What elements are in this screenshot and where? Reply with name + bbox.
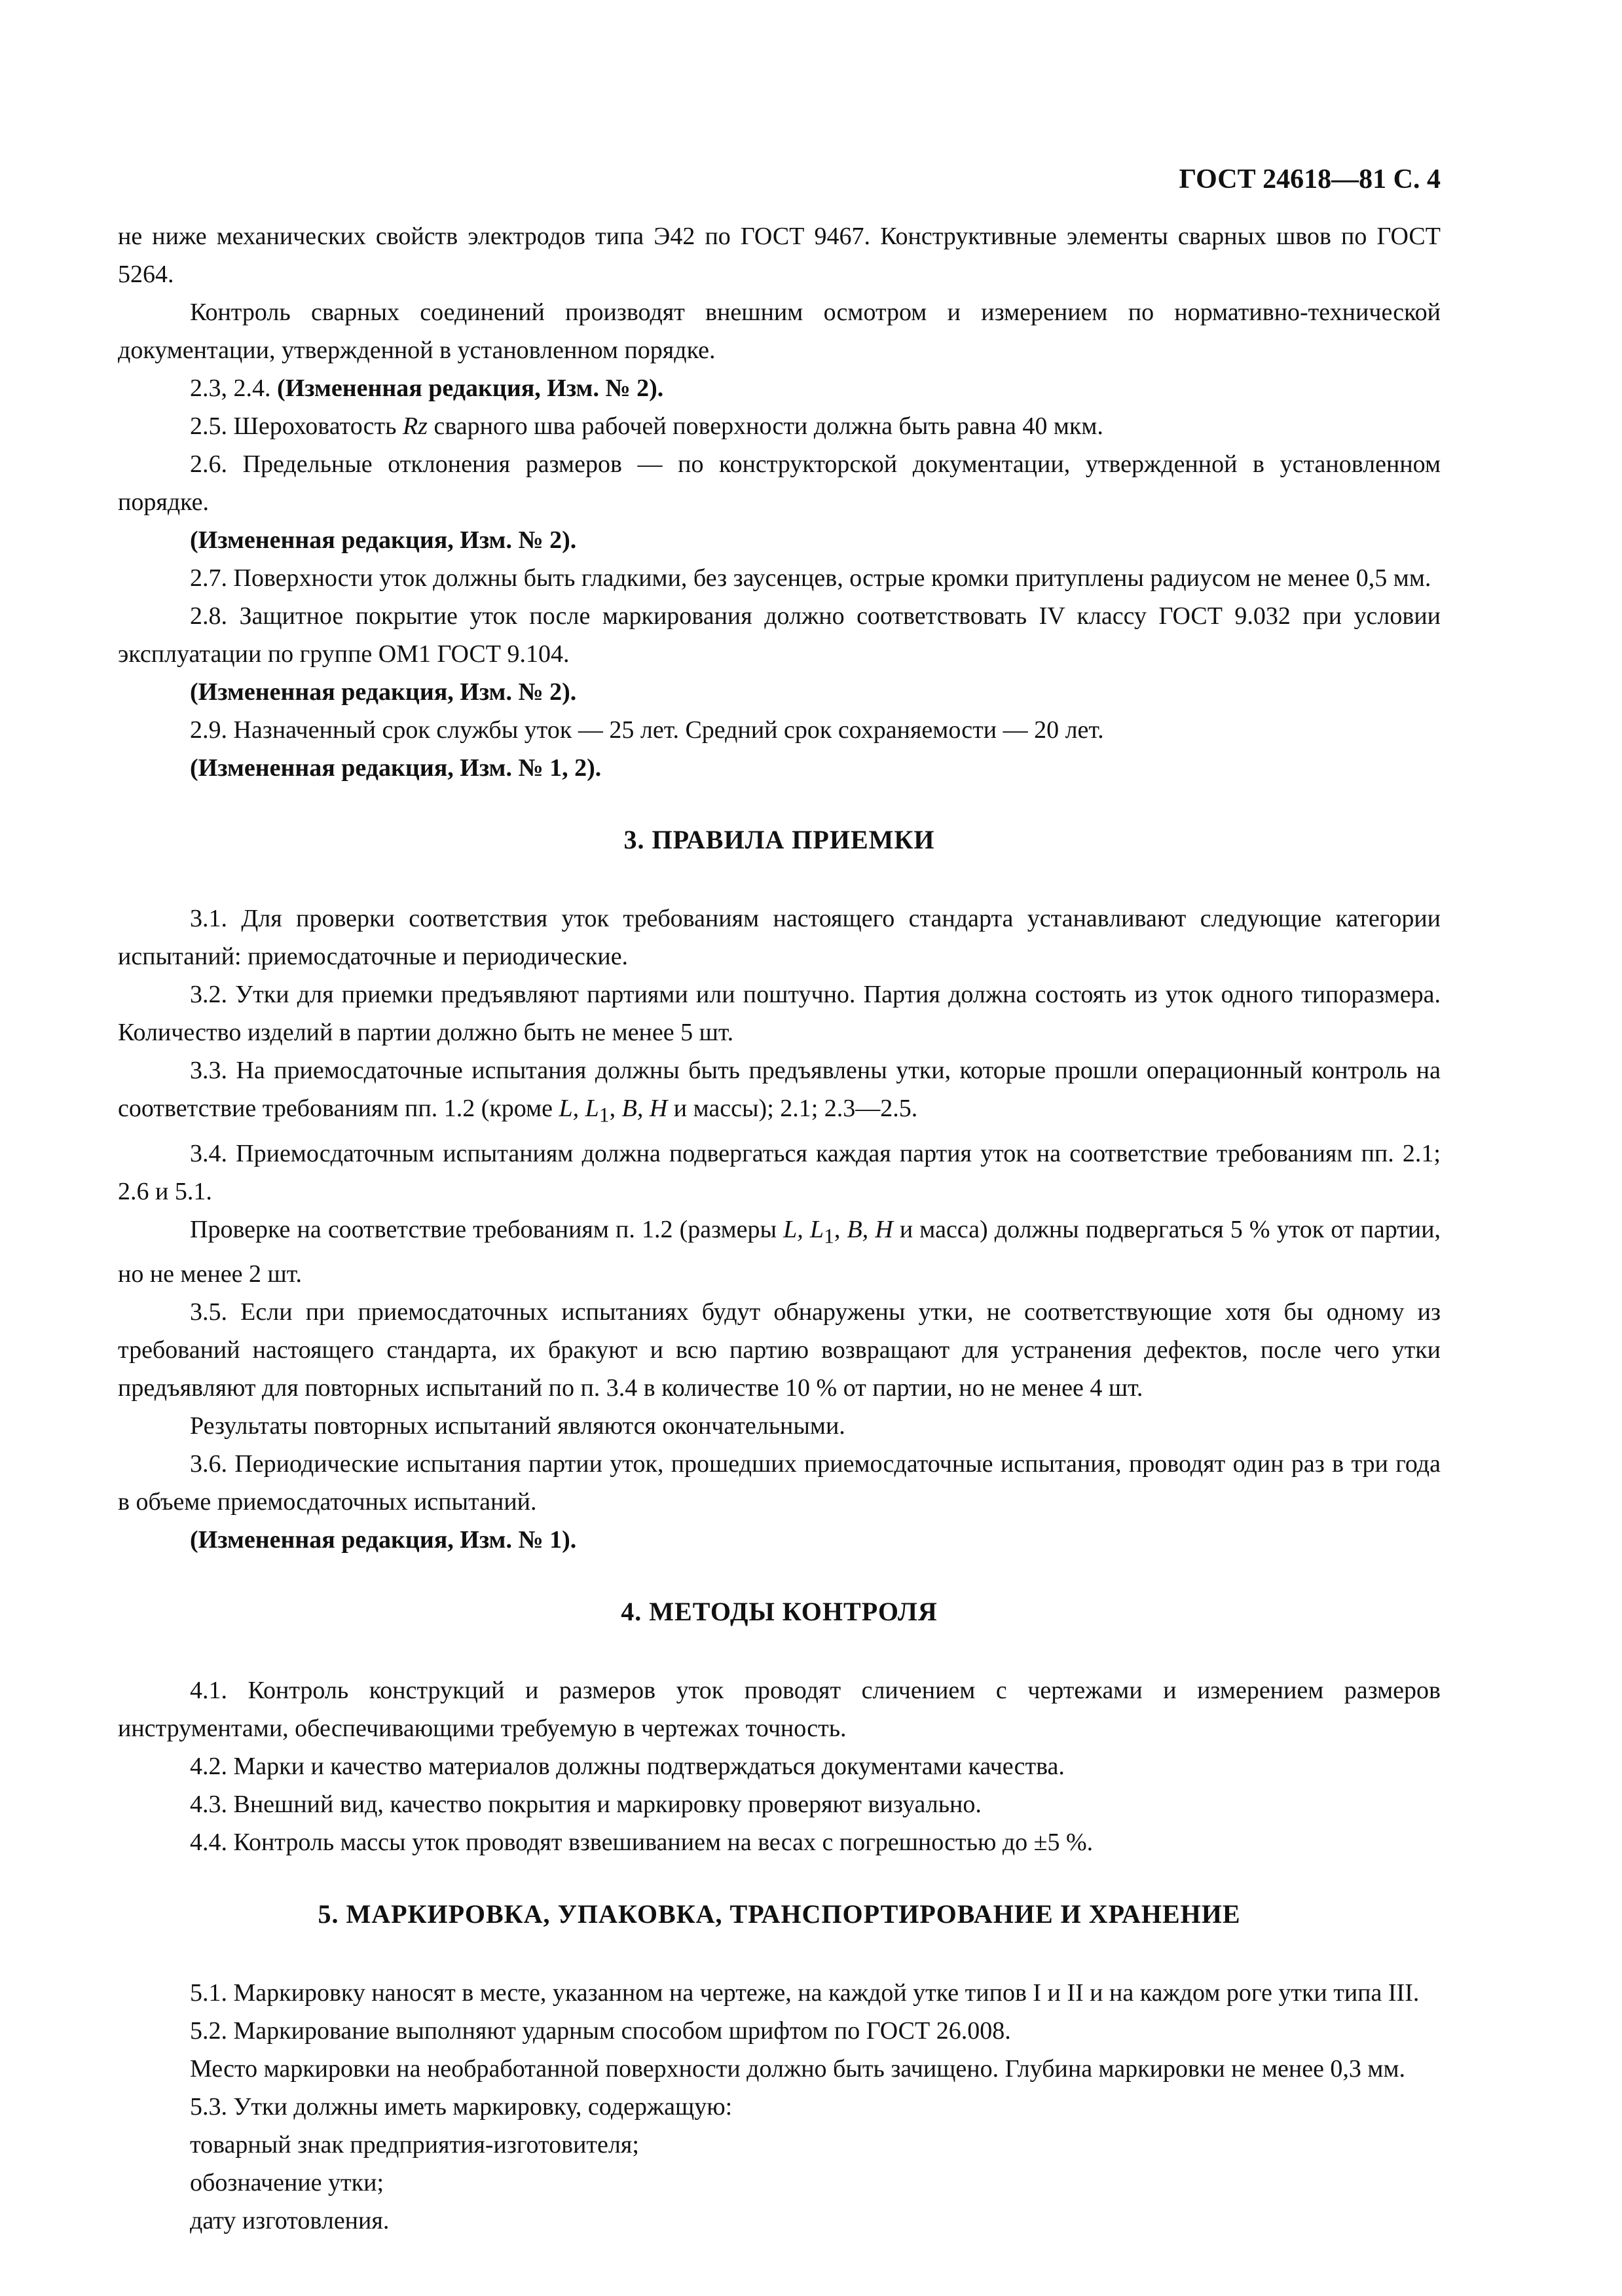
amendment-note: (Измененная редакция, Изм. № 2).: [190, 678, 577, 706]
text-run: и масса) должны подвергаться 5 % уток от партии, но не менее 2 шт.: [118, 1215, 1441, 1288]
list-item: обозначение утки;: [190, 2169, 384, 2197]
paragraph: [118, 1211, 1441, 1294]
paragraph: не ниже механических свойств электродов типа Э42 по ГОСТ 9467. Конструктивные элементы сварных швов по ГОСТ 5264.: [118, 223, 1441, 288]
paragraph: 4.2. Марки и качество материалов должны подтверждаться документами качества.: [190, 1753, 1065, 1781]
var-h: H: [875, 1215, 893, 1243]
separator: ,: [834, 1215, 841, 1243]
separator: ,: [609, 1095, 616, 1122]
var-h: H: [649, 1095, 668, 1122]
var-l1-subscript: 1: [599, 1103, 610, 1127]
paragraph: Место маркировки на необработанной поверхности должно быть зачищено. Глубина маркировки не менее 0,3 мм.: [190, 2055, 1406, 2083]
list-item: товарный знак предприятия-изготовителя;: [190, 2131, 639, 2159]
var-l1: L: [585, 1095, 599, 1122]
section-heading-5: 5. МАРКИРОВКА, УПАКОВКА, ТРАНСПОРТИРОВАНИЕ И ХРАНЕНИЕ: [318, 1899, 1241, 1929]
amendment-note: (Измененная редакция, Изм. № 1, 2).: [190, 754, 602, 782]
paragraph: 5.1. Маркировку наносят в месте, указанном на чертеже, на каждой утке типов I и II и на каждом роге утки типа III.: [190, 1979, 1420, 2007]
var-b: B,: [847, 1215, 869, 1243]
paragraph: Результаты повторных испытаний являются окончательными.: [190, 1412, 845, 1440]
section-heading-3: 3. ПРАВИЛА ПРИЕМКИ: [623, 825, 935, 854]
text-run: сварного шва рабочей поверхности должна быть равна 40 мкм.: [433, 412, 1103, 440]
var-l: L,: [559, 1095, 580, 1122]
var-l1-subscript: 1: [824, 1224, 834, 1248]
list-item: дату изготовления.: [190, 2207, 390, 2235]
paragraph: [118, 1051, 1441, 1135]
var-l: L,: [783, 1215, 803, 1243]
amendment-note: (Измененная редакция, Изм. № 1).: [190, 1526, 577, 1554]
paragraph: 3.5. Если при приемосдаточных испытаниях будут обнаружены утки, не соответствующие хотя бы одному из требований настоящего стандарта, их бракуют и всю партию возвращают для устранения дефектов, после чего утки предъявляют для повторных испытаний по п. 3.4 в количестве 10 % от партии, но не менее 4 шт.: [118, 1298, 1441, 1402]
var-b: B,: [621, 1095, 644, 1122]
paragraph: 5.2. Маркирование выполняют ударным способом шрифтом по ГОСТ 26.008.: [190, 2017, 1011, 2045]
document-page: [118, 164, 1441, 2240]
amendment-note: (Измененная редакция, Изм. № 2).: [277, 374, 664, 402]
var-l1: L: [809, 1215, 824, 1243]
text-run: и массы); 2.1; 2.3—2.5.: [673, 1095, 918, 1122]
paragraph: 3.6. Периодические испытания партии уток, прошедших приемосдаточные испытания, проводят один раз в три года в объеме приемосдаточных испытаний.: [118, 1450, 1441, 1516]
paragraph: 4.4. Контроль массы уток проводят взвешиванием на весах с погрешностью до ±5 %.: [190, 1829, 1094, 1857]
paragraph: Контроль сварных соединений производят внешним осмотром и измерением по нормативно-технической документации, утвержденной в установленном порядке.: [118, 299, 1441, 364]
paragraph: [118, 369, 1441, 407]
paragraph: 4.3. Внешний вид, качество покрытия и маркировку проверяют визуально.: [190, 1791, 982, 1819]
paragraph: 3.4. Приемосдаточным испытаниям должна подвергаться каждая партия уток на соответствие требованиям пп. 2.1; 2.6 и 5.1.: [118, 1139, 1441, 1205]
rz-symbol: Rz: [403, 412, 428, 440]
text-run: 3.3. На приемосдаточные испытания должны быть предъявлены утки, которые прошли операционный контроль на соответствие требованиям пп. 1.2 (кроме: [118, 1057, 1441, 1122]
clause-number: 2.3, 2.4.: [190, 374, 271, 402]
text-run: Проверке на соответствие требованиям п. 1.2 (размеры: [190, 1215, 777, 1243]
paragraph: [118, 407, 1441, 445]
page-header: ГОСТ 24618—81 С. 4: [1179, 164, 1441, 194]
paragraph: 2.6. Предельные отклонения размеров — по конструкторской документации, утвержденной в установленном порядке.: [118, 450, 1441, 516]
amendment-note: (Измененная редакция, Изм. № 2).: [190, 526, 577, 554]
paragraph: 2.9. Назначенный срок службы уток — 25 лет. Средний срок сохраняемости — 20 лет.: [190, 716, 1104, 744]
paragraph: 2.7. Поверхности уток должны быть гладкими, без заусенцев, острые кромки притуплены радиусом не менее 0,5 мм.: [190, 564, 1431, 592]
paragraph: 3.1. Для проверки соответствия уток требованиям настоящего стандарта устанавливают следующие категории испытаний: приемосдаточные и периодические.: [118, 905, 1441, 970]
paragraph: 3.2. Утки для приемки предъявляют партиями или поштучно. Партия должна состоять из уток одного типоразмера. Количество изделий в партии должно быть не менее 5 шт.: [118, 981, 1441, 1046]
text-run: 2.5. Шероховатость: [190, 412, 397, 440]
paragraph: 2.8. Защитное покрытие уток после маркирования должно соответствовать IV классу ГОСТ 9.032 при условии эксплуатации по группе ОМ1 ГОСТ 9.104.: [118, 602, 1441, 668]
section-heading-4: 4. МЕТОДЫ КОНТРОЛЯ: [621, 1597, 938, 1627]
paragraph: 5.3. Утки должны иметь маркировку, содержащую:: [190, 2093, 733, 2121]
paragraph: 4.1. Контроль конструкций и размеров уток проводят сличением с чертежами и измерением размеров инструментами, обеспечивающими требуемую в чертежах точность.: [118, 1677, 1441, 1743]
